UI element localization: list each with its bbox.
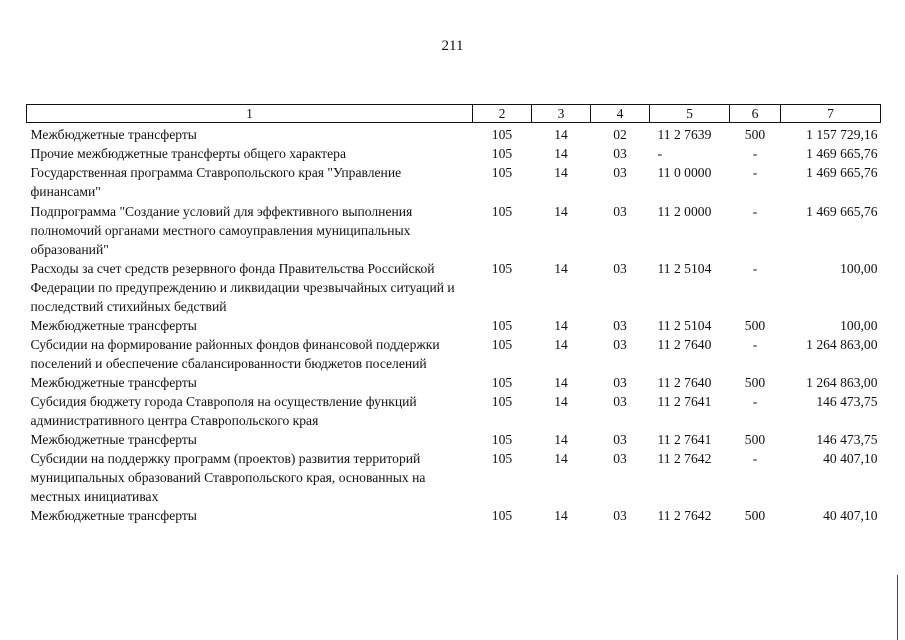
row-col-2: 105 [491,432,513,447]
header-col-6: 6 [730,105,781,123]
row-amount: 1 469 665,76 [806,146,878,161]
row-col-6: - [752,337,758,352]
header-col-7: 7 [781,105,881,123]
row-col-2: 105 [491,204,513,219]
row-amount: 1 469 665,76 [806,204,878,219]
row-col-6: 500 [744,127,766,142]
row-col-2: 105 [491,508,513,523]
row-col-5: 11 2 0000 [657,204,712,219]
row-col-6: 500 [744,375,766,390]
table-row [27,449,881,506]
row-col-6: - [752,204,758,219]
table-row [27,144,881,163]
row-amount: 1 469 665,76 [806,165,878,180]
header-col-4: 4 [591,105,650,123]
row-col-3: 14 [554,146,568,161]
table-row [27,392,881,430]
row-col-2: 105 [491,127,513,142]
row-col-2: 105 [491,165,513,180]
header-col-1: 1 [27,105,473,123]
row-col-2: 105 [491,375,513,390]
row-amount: 100,00 [840,261,878,276]
row-col-3: 14 [554,394,568,409]
row-col-5: 11 2 7640 [657,375,712,390]
row-col-4: 02 [613,127,627,142]
row-name: Межбюджетные трансферты [30,432,197,447]
row-col-6: 500 [744,318,766,333]
row-amount: 1 157 729,16 [806,127,878,142]
row-col-3: 14 [554,204,568,219]
row-name: Межбюджетные трансферты [30,375,197,390]
row-name: Подпрограмма "Создание условий для эффективного выполнения полномочий органами местного самоуправления муниципальных образований" [30,204,413,257]
row-col-3: 14 [554,337,568,352]
row-col-3: 14 [554,451,568,466]
row-col-5: 11 2 7640 [657,337,712,352]
row-amount: 146 473,75 [816,394,878,409]
row-col-3: 14 [554,375,568,390]
row-col-2: 105 [491,337,513,352]
row-col-4: 03 [613,432,627,447]
row-col-6: - [752,394,758,409]
header-col-2: 2 [473,105,532,123]
row-col-5: 11 2 7641 [657,394,712,409]
row-col-5: 11 2 5104 [657,318,712,333]
row-amount: 146 473,75 [816,432,878,447]
row-amount: 40 407,10 [823,508,878,523]
row-col-4: 03 [613,261,627,276]
row-col-6: - [752,261,758,276]
row-amount: 40 407,10 [823,451,878,466]
row-col-5: 11 2 5104 [657,261,712,276]
table-row [27,259,881,316]
row-col-4: 03 [613,318,627,333]
row-name: Государственная программа Ставропольского края "Управление финансами" [30,165,402,199]
row-col-6: 500 [744,508,766,523]
budget-table [26,104,881,525]
row-col-4: 03 [613,375,627,390]
row-col-4: 03 [613,165,627,180]
row-col-2: 105 [491,451,513,466]
row-col-2: 105 [491,261,513,276]
scan-edge-line [897,575,898,640]
row-col-6: - [752,146,758,161]
row-name: Прочие межбюджетные трансферты общего характера [30,146,346,161]
row-amount: 100,00 [840,318,878,333]
table-row [27,430,881,449]
row-col-2: 105 [491,146,513,161]
row-col-3: 14 [554,318,568,333]
row-col-3: 14 [554,165,568,180]
row-col-4: 03 [613,146,627,161]
row-col-4: 03 [613,337,627,352]
row-col-2: 105 [491,394,513,409]
row-name: Субсидия бюджету города Ставрополя на осуществление функций административного центра Ставропольского края [30,394,417,428]
row-amount: 1 264 863,00 [806,337,878,352]
row-amount: 1 264 863,00 [806,375,878,390]
row-col-4: 03 [613,508,627,523]
row-col-5: 11 2 7642 [657,451,712,466]
row-col-3: 14 [554,508,568,523]
table-row [27,123,881,145]
row-col-4: 03 [613,451,627,466]
row-col-4: 03 [613,394,627,409]
row-col-5: - [657,146,663,161]
row-col-6: 500 [744,432,766,447]
table-row [27,373,881,392]
header-row [27,105,881,123]
row-col-3: 14 [554,261,568,276]
row-name: Межбюджетные трансферты [30,318,197,333]
header-col-5: 5 [650,105,730,123]
page-number: 211 [441,38,464,54]
table-row [27,316,881,335]
row-col-3: 14 [554,432,568,447]
row-col-3: 14 [554,127,568,142]
row-col-6: - [752,451,758,466]
header-col-3: 3 [532,105,591,123]
table-body [27,123,881,526]
table-row [27,335,881,373]
row-col-5: 11 2 7639 [657,127,712,142]
table-row [27,202,881,259]
row-name: Расходы за счет средств резервного фонда Правительства Российской Федерации по предупреждению и ликвидации чрезвычайных ситуаций и последствий стихийных бедствий [30,261,455,314]
table-row [27,163,881,202]
row-col-2: 105 [491,318,513,333]
row-col-6: - [752,165,758,180]
row-name: Межбюджетные трансферты [30,127,197,142]
row-name: Субсидии на формирование районных фондов финансовой поддержки поселений и обеспечение сбалансированности бюджетов поселений [30,337,440,371]
row-col-5: 11 2 7642 [657,508,712,523]
row-col-5: 11 2 7641 [657,432,712,447]
row-col-5: 11 0 0000 [657,165,712,180]
row-col-4: 03 [613,204,627,219]
table-header [27,105,881,123]
row-name: Субсидии на поддержку программ (проектов) развития территорий муниципальных образований Ставропольского края, основанных на местных инициативах [30,451,426,504]
row-name: Межбюджетные трансферты [30,508,197,523]
table-row [27,506,881,525]
